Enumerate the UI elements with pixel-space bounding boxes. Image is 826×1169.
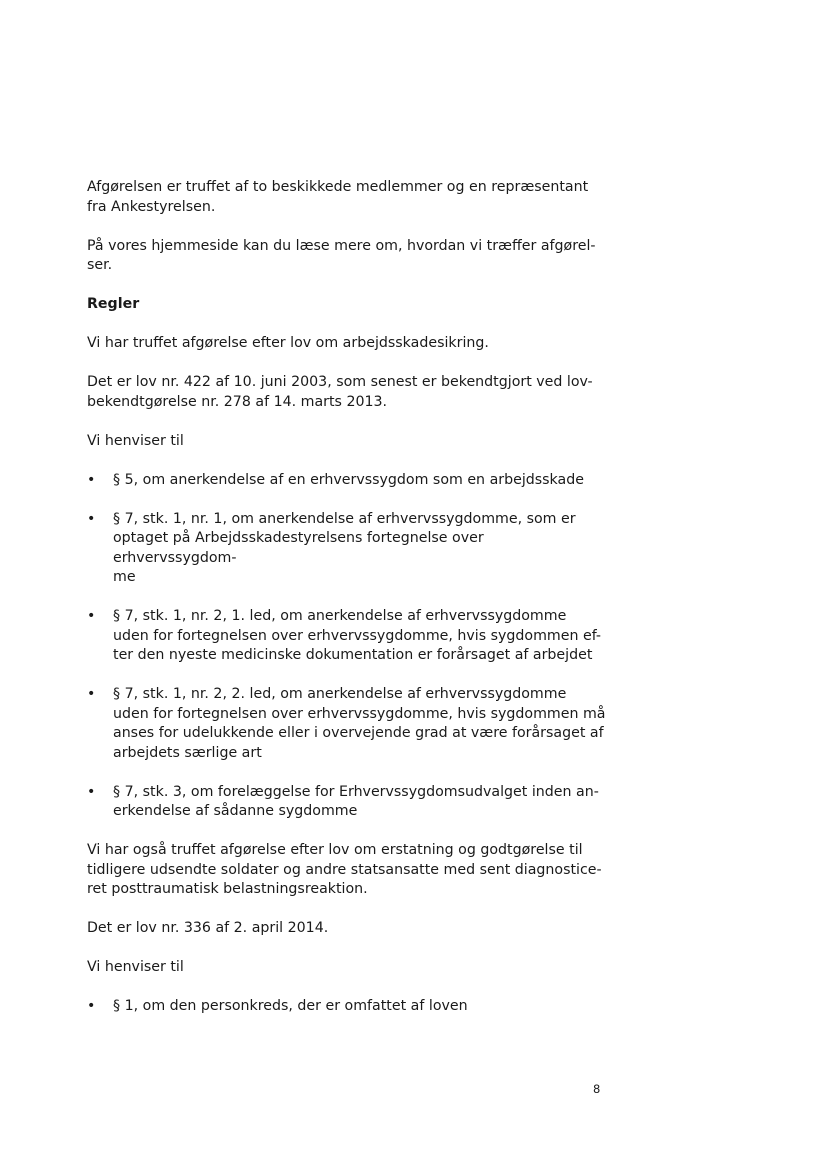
- text-line: Vi har også truffet afgørelse efter lov om erstatning og godtgørelse til: [87, 842, 583, 858]
- page-number: 8: [593, 1082, 601, 1096]
- text-line: bekendtgørelse nr. 278 af 14. marts 2013.: [87, 393, 388, 410]
- list-item: [87, 607, 609, 666]
- list-item-line: § 1, om den personkreds, der er omfattet af loven: [113, 998, 468, 1014]
- bullet-marker: •: [87, 471, 96, 488]
- list-item-line: erkendelse af sådanne sygdomme: [113, 803, 358, 819]
- list-item-line: me: [113, 569, 136, 585]
- paragraph-refer-to: Vi henviser til: [87, 432, 184, 449]
- text-line: Det er lov nr. 422 af 10. juni 2003, som senest er bekendtgjort ved lov-: [87, 374, 593, 390]
- text-line: ser.: [87, 257, 113, 273]
- list-item-line: § 7, stk. 1, nr. 2, 2. led, om anerkendelse af erhvervssygdomme: [113, 686, 567, 702]
- list-item: [87, 783, 609, 822]
- bullet-marker: •: [87, 608, 96, 624]
- list-item-line: arbejdets særlige art: [113, 744, 262, 761]
- list-item-line: § 5, om anerkendelse af en erhvervssygdom som en arbejdsskade: [113, 471, 584, 488]
- paragraph-decision-makers: [87, 178, 609, 217]
- bullet-marker: •: [87, 783, 96, 800]
- list-item-line: § 7, stk. 3, om forelæggelse for Erhvervssygdomsudvalget inden an-: [113, 783, 599, 800]
- list-item: [87, 685, 609, 763]
- section-heading-regler: Regler: [87, 296, 140, 312]
- bullet-marker: •: [87, 510, 96, 527]
- list-item: [87, 997, 609, 1017]
- list-item-line: § 7, stk. 1, nr. 2, 1. led, om anerkendelse af erhvervssygdomme: [113, 608, 567, 624]
- text-line: fra Ankestyrelsen.: [87, 198, 216, 215]
- text-line: På vores hjemmeside kan du læse mere om, hvordan vi træffer afgørel-: [87, 237, 596, 254]
- paragraph-law-number-2014: Det er lov nr. 336 af 2. april 2014.: [87, 920, 329, 936]
- text-line: ret posttraumatisk belastningsreaktion.: [87, 881, 368, 897]
- bullet-marker: •: [87, 686, 96, 702]
- paragraph-soldiers-law: [87, 841, 609, 900]
- list-item-line: optaget på Arbejdsskadestyrelsens fortegnelse over erhvervssygdom-: [113, 530, 484, 566]
- bullet-list-personkreds: [87, 997, 609, 1017]
- list-item-line: anses for udelukkende eller i overvejende grad at være forårsaget af: [113, 725, 604, 741]
- list-item: [87, 471, 609, 491]
- document-body: [87, 178, 609, 1017]
- bullet-list-arbejdsskade: [87, 471, 609, 822]
- text-line: tidligere udsendte soldater og andre statsansatte med sent diagnostice-: [87, 861, 602, 878]
- paragraph-law-number: [87, 373, 609, 412]
- paragraph-website: [87, 237, 609, 276]
- text-line: Afgørelsen er truffet af to beskikkede medlemmer og en repræsentant: [87, 179, 589, 195]
- list-item-line: ter den nyeste medicinske dokumentation er forårsaget af arbejdet: [113, 647, 593, 663]
- list-item: [87, 510, 609, 588]
- list-item-line: uden for fortegnelsen over erhvervssygdomme, hvis sygdommen ef-: [113, 627, 602, 644]
- bullet-marker: •: [87, 998, 96, 1014]
- list-item-line: § 7, stk. 1, nr. 1, om anerkendelse af erhvervssygdomme, som er: [113, 510, 576, 527]
- paragraph-refer-to-2: Vi henviser til: [87, 959, 184, 975]
- paragraph-law-reference: Vi har truffet afgørelse efter lov om arbejdsskadesikring.: [87, 335, 489, 351]
- list-item-line: uden for fortegnelsen over erhvervssygdomme, hvis sygdommen må: [113, 705, 606, 722]
